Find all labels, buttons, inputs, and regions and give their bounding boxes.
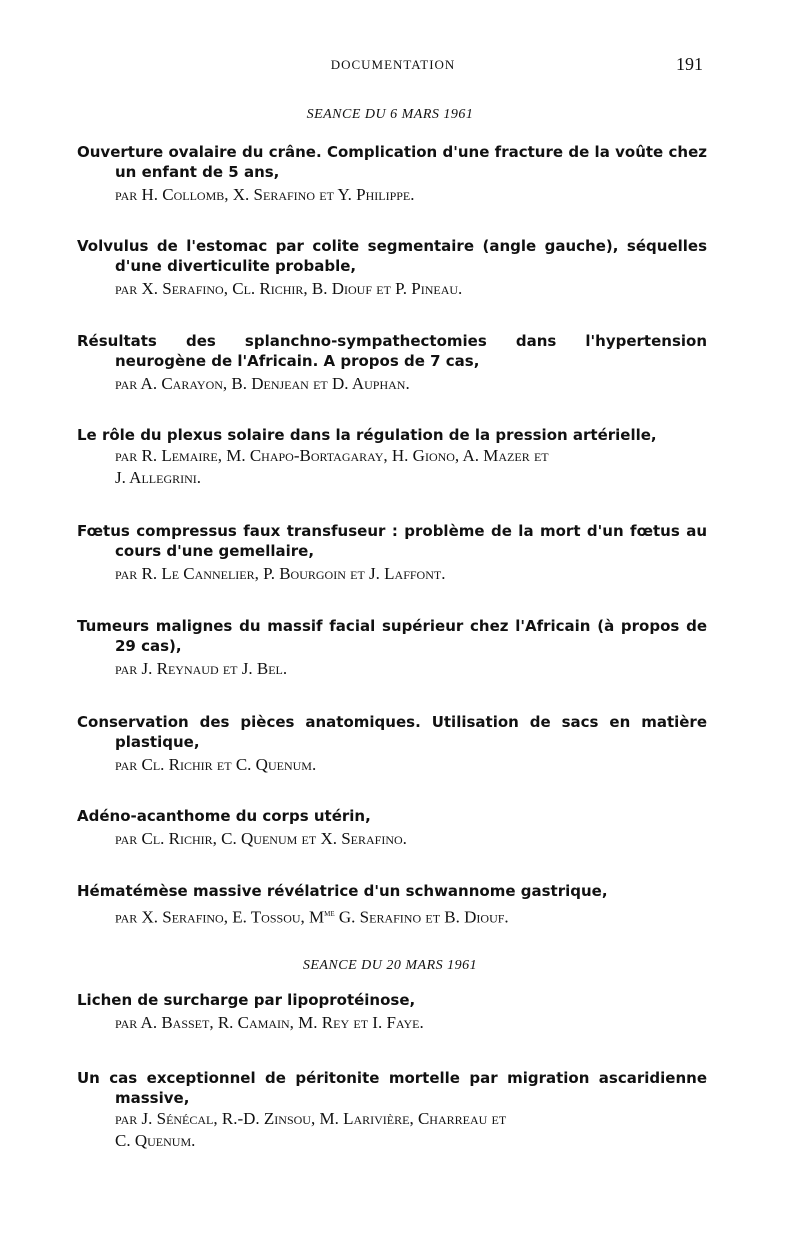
- session-heading: SEANCE DU 6 MARS 1961: [306, 107, 474, 122]
- authors-line: par R. Lemaire, M. Chapo-Bortagaray, H. Giono, A. Mazer et: [115, 446, 549, 465]
- communication-authors: [77, 903, 707, 928]
- communication-authors: par H. Collomb, X. Serafino et Y. Philippe.: [115, 185, 415, 204]
- communication-authors: par A. Basset, R. Camain, M. Rey et I. Faye.: [115, 1013, 424, 1032]
- communication-entry: [77, 331, 707, 394]
- communication-title: Conservation des pièces anatomiques. Utilisation de sacs en matière plastique,: [77, 713, 707, 751]
- session-heading: SEANCE DU 20 MARS 1961: [302, 958, 478, 973]
- communication-entry: [77, 425, 707, 489]
- communication-authors: par Cl. Richir, C. Quenum et X. Serafino.: [115, 829, 407, 848]
- communication-authors: [77, 445, 707, 489]
- communication-authors: par Cl. Richir et C. Quenum.: [115, 755, 317, 774]
- page-header: [0, 54, 800, 78]
- communication-entry: [77, 142, 707, 205]
- communication-authors: par X. Serafino, Cl. Richir, B. Diouf et P. Pineau.: [115, 279, 463, 298]
- authors-line: par J. Sénécal, R.-D. Zinsou, M. Larivière, Charreau et: [115, 1109, 507, 1128]
- authors-line: J. Allegrini.: [115, 468, 202, 487]
- communication-title: Ouverture ovalaire du crâne. Complication d'une fracture de la voûte chez un enfant de 5 ans,: [77, 143, 707, 181]
- communication-title: Fœtus compressus faux transfuseur : problème de la mort d'un fœtus au cours d'une gemellaire,: [77, 522, 707, 560]
- communication-entry: [77, 521, 707, 584]
- communication-title: Tumeurs malignes du massif facial supérieur chez l'Africain (à propos de 29 cas),: [77, 617, 707, 655]
- communication-title: Hématémèse massive révélatrice d'un schwannome gastrique,: [77, 882, 608, 900]
- communication-authors: [77, 1108, 707, 1152]
- communication-title: Résultats des splanchno-sympathectomies dans l'hypertension neurogène de l'Africain. A propos de 7 cas,: [77, 332, 707, 370]
- communication-title: Un cas exceptionnel de péritonite mortelle par migration ascaridienne massive,: [77, 1069, 707, 1107]
- communication-entry: [77, 712, 707, 775]
- communication-entry: [77, 616, 707, 679]
- communication-title: Lichen de surcharge par lipoprotéinose,: [77, 991, 416, 1009]
- communication-entry: [77, 881, 707, 928]
- communication-authors: par R. Le Cannelier, P. Bourgoin et J. Laffont.: [115, 564, 446, 583]
- authors-text: G. Serafino et B. Diouf.: [334, 907, 509, 927]
- communication-authors: par J. Reynaud et J. Bel.: [115, 659, 288, 678]
- communication-title: Volvulus de l'estomac par colite segmentaire (angle gauche), séquelles d'une diverticulite probable,: [77, 237, 707, 275]
- communication-title: Le rôle du plexus solaire dans la régulation de la pression artérielle,: [77, 426, 657, 444]
- communication-entry: [77, 990, 707, 1033]
- communication-authors: par A. Carayon, B. Denjean et D. Auphan.: [115, 374, 410, 393]
- page-number: 191: [676, 54, 703, 74]
- communication-entry: [77, 806, 707, 849]
- title-abbreviation: me: [324, 908, 335, 919]
- authors-line: C. Quenum.: [115, 1131, 196, 1150]
- communication-entry: [77, 236, 707, 299]
- communication-title: Adéno-acanthome du corps utérin,: [77, 807, 371, 825]
- communication-entry: [77, 1068, 707, 1152]
- authors-text: par X. Serafino, E. Tossou, M: [115, 907, 325, 927]
- running-title: DOCUMENTATION: [330, 57, 456, 72]
